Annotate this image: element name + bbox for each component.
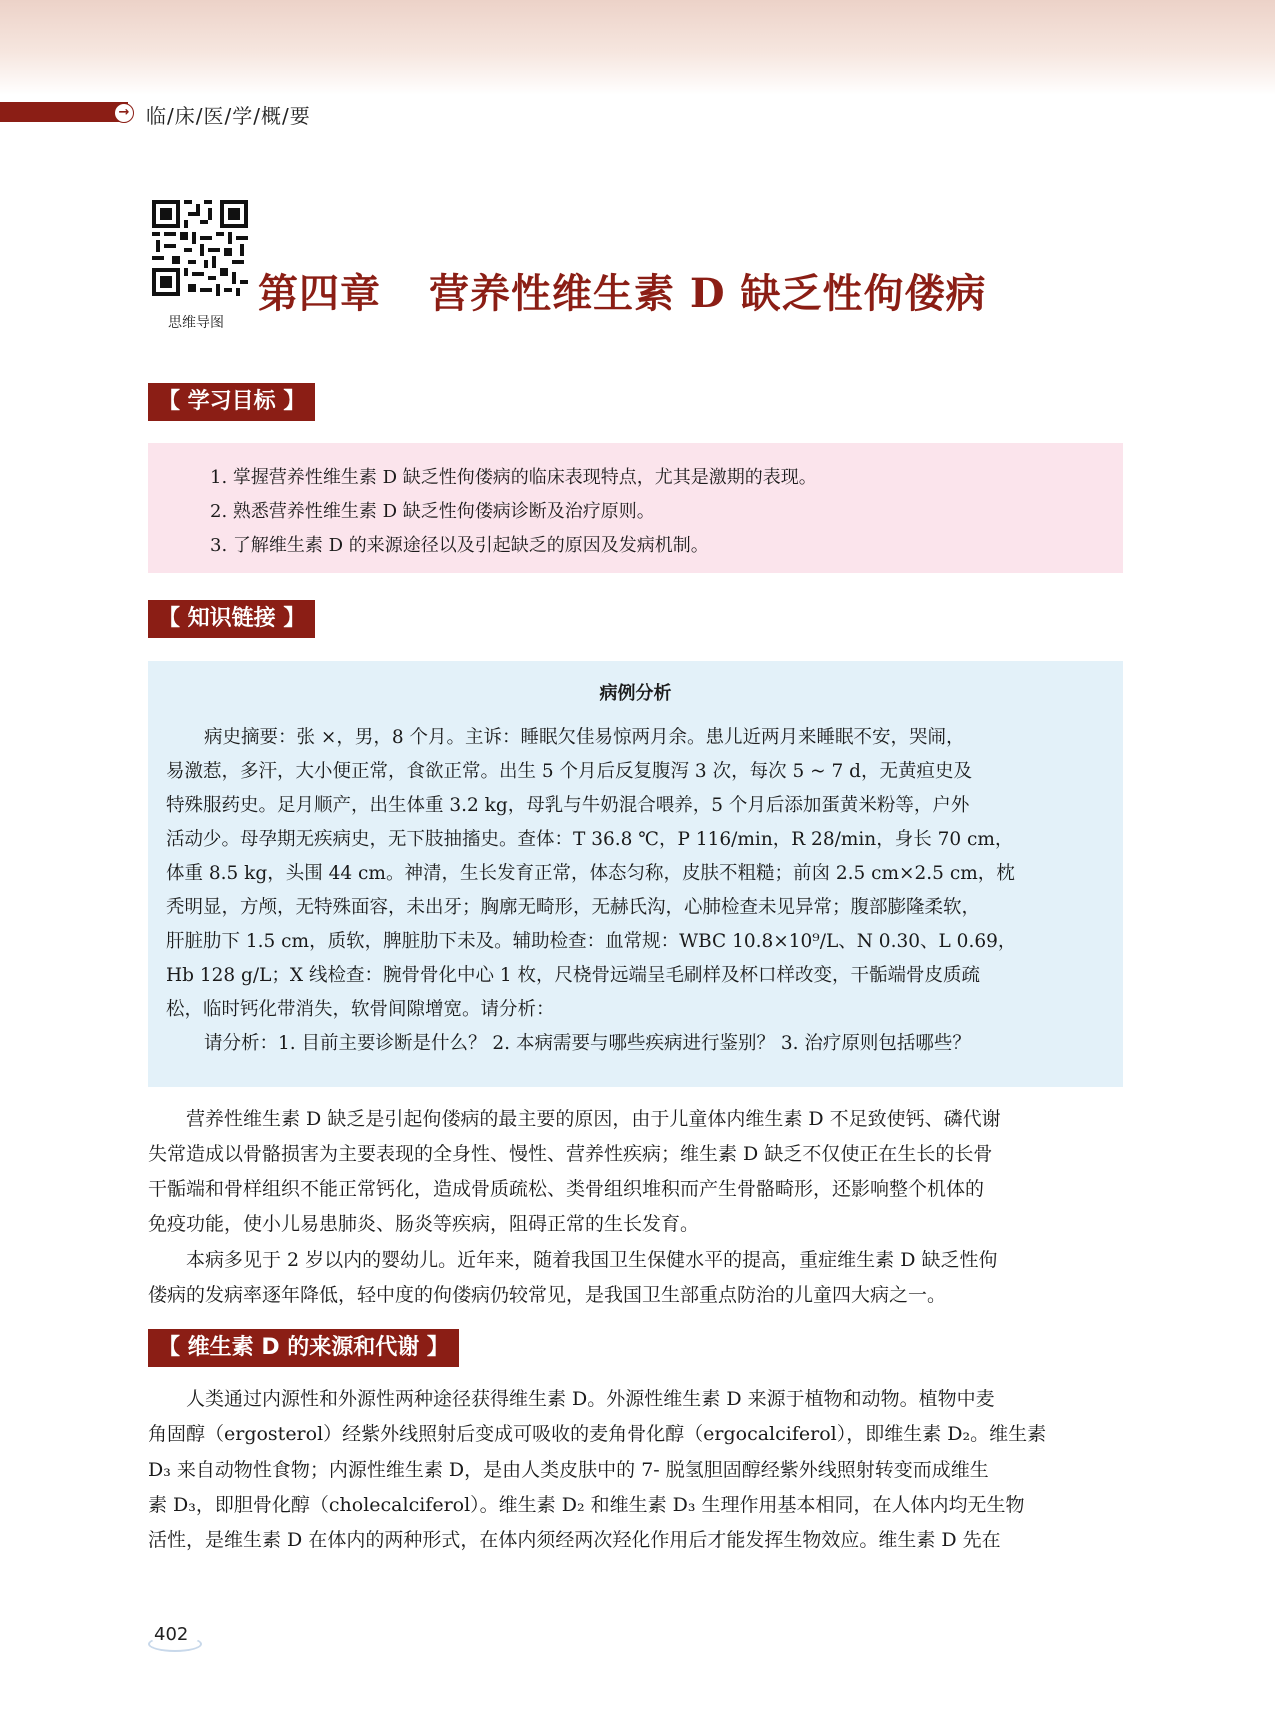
case-line: 易激惹，多汗，大小便正常，食欲正常。出生 5 个月后反复腹泻 3 次，每次 5 ~ 7 d，无黄疸史及 — [166, 761, 972, 782]
case-line: 活动少。母孕期无疾病史，无下肢抽搐史。查体：T 36.8 ℃，P 116/min，R 28/min，身长 70 cm， — [166, 829, 1014, 850]
chapter-number: 第四章 — [258, 270, 381, 317]
chapter-title — [258, 262, 987, 319]
qr-caption: 思维导图 — [168, 315, 224, 331]
section-header-objectives: 【 学习目标 】 — [148, 383, 315, 421]
body-text-line: D₃ 来自动物性食物；内源性维生素 D，是由人类皮肤中的 7- 脱氢胆固醇经紫外线照射转变而成维生 — [148, 1459, 989, 1481]
case-line: 肝脏肋下 1.5 cm，质软，脾脏肋下未及。辅助检查：血常规：WBC 10.8×10⁹/L、N 0.30、L 0.69， — [166, 931, 1017, 952]
body-text-line: 角固醇（ergosterol）经紫外线照射后变成可吸收的麦角骨化醇（ergocalciferol），即维生素 D₂。维生素 — [148, 1423, 1047, 1445]
objective-item: 2. 熟悉营养性维生素 D 缺乏性佝偻病诊断及治疗原则。 — [210, 501, 655, 522]
running-header-title: 临/床/医/学/概/要 — [146, 104, 311, 128]
case-line: Hb 128 g/L；X 线检查：腕骨骨化中心 1 枚，尺桡骨远端呈毛刷样及杯口样改变，干骺端骨皮质疏 — [166, 965, 980, 986]
body-text-line: 人类通过内源性和外源性两种途径获得维生素 D。外源性维生素 D 来源于植物和动物。植物中麦 — [186, 1388, 995, 1410]
body-text-line: 免疫功能，使小儿易患肺炎、肠炎等疾病，阻碍正常的生长发育。 — [148, 1213, 700, 1235]
arrow-right-icon: → — [114, 103, 134, 123]
case-line: 松，临时钙化带消失，软骨间隙增宽。请分析： — [166, 999, 555, 1020]
body-text-line: 偻病的发病率逐年降低，轻中度的佝偻病仍较常见，是我国卫生部重点防治的儿童四大病之一。 — [148, 1284, 947, 1306]
case-line: 秃明显，方颅，无特殊面容，未出牙；胸廓无畸形，无赫氏沟，心肺检查未见异常；腹部膨隆柔软， — [166, 897, 981, 918]
case-title: 病例分析 — [599, 683, 672, 704]
body-text-line: 本病多见于 2 岁以内的婴幼儿。近年来，随着我国卫生保健水平的提高，重症维生素 D 缺乏性佝 — [186, 1249, 998, 1271]
body-text-line: 活性，是维生素 D 在体内的两种形式，在体内须经两次羟化作用后才能发挥生物效应。维生素 D 先在 — [148, 1529, 1001, 1551]
objective-item: 3. 了解维生素 D 的来源途径以及引起缺乏的原因及发病机制。 — [210, 535, 709, 556]
header-accent-bar — [0, 102, 128, 122]
objective-item: 1. 掌握营养性维生素 D 缺乏性佝偻病的临床表现特点，尤其是激期的表现。 — [210, 467, 817, 488]
body-text-line: 失常造成以骨骼损害为主要表现的全身性、慢性、营养性疾病；维生素 D 缺乏不仅使正在生长的长骨 — [148, 1143, 993, 1165]
chapter-name: 营养性维生素 D 缺乏性佝偻病 — [429, 270, 987, 317]
section-header-source: 【 维生素 D 的来源和代谢 】 — [148, 1329, 459, 1367]
page-header-band — [0, 0, 1275, 95]
body-text-line: 干骺端和骨样组织不能正常钙化，造成骨质疏松、类骨组织堆积而产生骨骼畸形，还影响整个机体的 — [148, 1178, 985, 1200]
section-header-knowledge: 【 知识链接 】 — [148, 600, 315, 638]
case-line: 病史摘要：张 ×，男，8 个月。主诉：睡眠欠佳易惊两月余。患儿近两月来睡眠不安，哭闹， — [204, 727, 965, 748]
case-analysis-box — [148, 661, 1123, 1087]
case-line: 体重 8.5 kg，头围 44 cm。神清，生长发育正常，体态匀称，皮肤不粗糙；前囟 2.5 cm×2.5 cm，枕 — [166, 863, 1015, 884]
objectives-box — [148, 443, 1123, 573]
page-number: 402 — [154, 1624, 189, 1645]
body-text-line: 素 D₃，即胆骨化醇（cholecalciferol）。维生素 D₂ 和维生素 D₃ 生理作用基本相同，在人体内均无生物 — [148, 1494, 1025, 1516]
body-text-line: 营养性维生素 D 缺乏是引起佝偻病的最主要的原因，由于儿童体内维生素 D 不足致使钙、磷代谢 — [186, 1108, 1001, 1130]
qr-code-icon — [152, 200, 248, 296]
case-line: 请分析：1. 目前主要诊断是什么？ 2. 本病需要与哪些疾病进行鉴别？ 3. 治疗原则包括哪些？ — [204, 1033, 971, 1054]
case-line: 特殊服药史。足月顺产，出生体重 3.2 kg，母乳与牛奶混合喂养，5 个月后添加蛋黄米粉等，户外 — [166, 795, 970, 816]
